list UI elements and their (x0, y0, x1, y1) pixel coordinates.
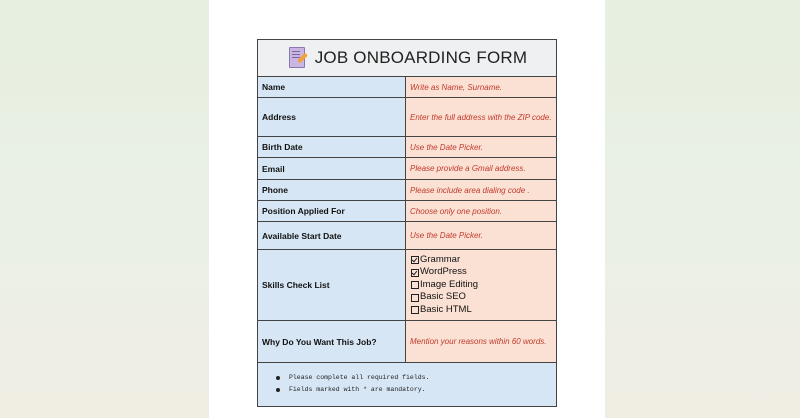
form-pencil-icon (287, 46, 309, 70)
skill-label: Image Editing (420, 278, 479, 290)
field-label: Why Do You Want This Job? (258, 321, 406, 362)
start-date-field[interactable]: Use the Date Picker. (406, 222, 556, 249)
skills-checklist (406, 250, 556, 320)
skill-label: Basic SEO (420, 291, 466, 303)
note-item: Fields marked with * are mandatory. (276, 384, 556, 396)
field-label: Email (258, 158, 406, 179)
checkbox-icon[interactable] (411, 281, 419, 289)
note-item: Please complete all required fields. (276, 372, 556, 384)
skill-basic-seo[interactable] (411, 291, 466, 304)
checkbox-icon[interactable] (411, 294, 419, 302)
phone-field[interactable]: Please include area dialing code . (406, 180, 556, 200)
skill-wordpress[interactable] (411, 266, 467, 279)
bullet-icon (276, 376, 280, 380)
form-header (258, 40, 556, 77)
form-row-address (258, 98, 556, 137)
form-row-birth-date (258, 137, 556, 158)
skill-basic-html[interactable] (411, 304, 472, 317)
onboarding-form (257, 39, 557, 407)
document-page (209, 0, 605, 418)
address-field[interactable]: Enter the full address with the ZIP code. (406, 98, 556, 136)
form-row-skills (258, 250, 556, 321)
why-field[interactable]: Mention your reasons within 60 words. (406, 321, 556, 362)
field-label: Address (258, 98, 406, 136)
form-row-email (258, 158, 556, 180)
form-title: JOB ONBOARDING FORM (314, 48, 528, 67)
field-label: Skills Check List (258, 250, 406, 320)
skill-label: WordPress (420, 266, 467, 278)
field-label: Available Start Date (258, 222, 406, 249)
position-field[interactable]: Choose only one position. (406, 201, 556, 221)
form-row-phone (258, 180, 556, 201)
form-row-position (258, 201, 556, 222)
form-row-name (258, 77, 556, 98)
form-notes (258, 362, 556, 406)
form-row-start-date (258, 222, 556, 250)
checkbox-checked-icon[interactable] (411, 269, 419, 277)
skill-image-editing[interactable] (411, 279, 478, 292)
checkbox-checked-icon[interactable] (411, 256, 419, 264)
field-label: Name (258, 77, 406, 97)
field-label: Phone (258, 180, 406, 200)
skill-label: Basic HTML (420, 303, 472, 315)
field-label: Position Applied For (258, 201, 406, 221)
bullet-icon (276, 388, 280, 392)
checkbox-icon[interactable] (411, 306, 419, 314)
skill-label: Grammar (420, 253, 461, 265)
form-row-why (258, 321, 556, 362)
birth-date-field[interactable]: Use the Date Picker. (406, 137, 556, 157)
email-field[interactable]: Please provide a Gmail address. (406, 158, 556, 179)
field-label: Birth Date (258, 137, 406, 157)
skill-grammar[interactable] (411, 254, 460, 267)
name-field[interactable]: Write as Name, Surname. (406, 77, 556, 97)
